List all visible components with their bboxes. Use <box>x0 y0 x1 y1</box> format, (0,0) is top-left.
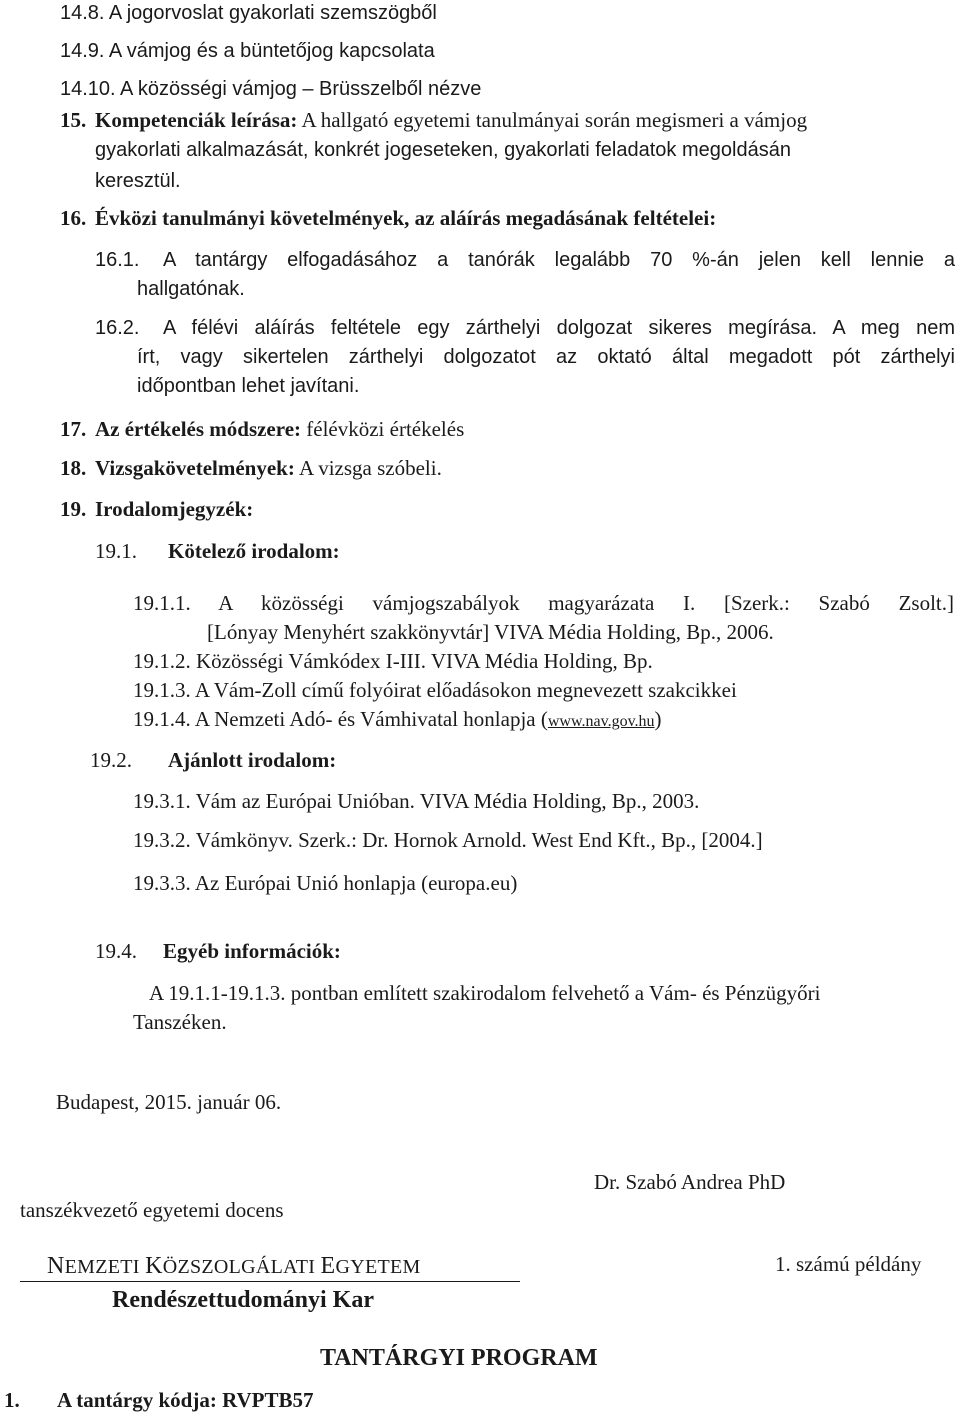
section-15-label: Kompetenciák leírása: <box>95 108 298 132</box>
section-17-label: Az értékelés módszere: <box>95 417 302 441</box>
item-16-2-number: 16.2. <box>95 317 140 339</box>
section-17-text: félévközi értékelés <box>306 417 465 441</box>
university-name-part: ÖZSZOLGÁLATI <box>162 1256 321 1278</box>
required-item-3: 19.1.3. A Vám-Zoll című folyóirat előadásokon megnevezett szakcikkei <box>133 678 737 702</box>
document-title: TANTÁRGYI PROGRAM <box>320 1345 598 1371</box>
faculty-name: Rendészettudományi Kar <box>112 1287 374 1313</box>
recommended-item-2: 19.3.2. Vámkönyv. Szerk.: Dr. Hornok Arnold. West End Kft., Bp., [2004.] <box>133 828 763 852</box>
item-16-1-line-1: A tantárgy elfogadásához a tanórák legalább 70 %-án jelen kell lennie a <box>163 249 955 271</box>
place-date: Budapest, 2015. január 06. <box>56 1090 282 1114</box>
item-16-2-line-2: írt, vagy sikertelen zárthelyi dolgozatot az oktató által megadott pót zárthelyi <box>137 346 955 368</box>
course-code-number: 1. <box>4 1388 20 1412</box>
required-item-4 <box>133 707 662 731</box>
other-info-line-2: Tanszéken. <box>133 1010 227 1034</box>
item-16-2-line-3: időpontban lehet javítani. <box>137 375 360 397</box>
nav-website-link[interactable]: www.nav.gov.hu <box>547 713 655 730</box>
required-item-2: 19.1.2. Közösségi Vámkódex I-III. VIVA Média Holding, Bp. <box>133 649 653 673</box>
recommended-item-3: 19.3.3. Az Európai Unió honlapja (europa.eu) <box>133 871 518 895</box>
subsection-19-1-label: Kötelező irodalom: <box>168 539 340 563</box>
signer-name: Dr. Szabó Andrea PhD <box>594 1170 786 1194</box>
university-name-part: E <box>320 1253 336 1279</box>
toc-item-14-8: 14.8. A jogorvoslat gyakorlati szemszögből <box>60 2 437 24</box>
subsection-19-2-label: Ajánlott irodalom: <box>168 748 337 772</box>
section-17-number: 17. <box>60 417 87 441</box>
item-16-1-number: 16.1. <box>95 249 140 271</box>
section-15-text-1: A hallgató egyetemi tanulmányai során megismeri a vámjog <box>301 108 808 132</box>
section-18-line <box>95 456 442 480</box>
section-15-number: 15. <box>60 108 87 132</box>
section-18-text: A vizsga szóbeli. <box>298 456 442 480</box>
signer-title: tanszékvezető egyetemi docens <box>20 1198 284 1222</box>
required-item-1-line-1: 19.1.1. A közösségi vámjogszabályok magyarázata I. [Szerk.: Szabó Zsolt.] <box>133 591 954 615</box>
other-info-line-1: A 19.1.1-19.1.3. pontban említett szakirodalom felvehető a Vám- és Pénzügyőri <box>149 981 821 1005</box>
section-15-line-2: gyakorlati alkalmazását, konkrét jogeseteken, gyakorlati feladatok megoldásán <box>95 139 791 161</box>
toc-item-14-9: 14.9. A vámjog és a büntetőjog kapcsolata <box>60 40 435 62</box>
subsection-19-4-label: Egyéb információk: <box>163 939 341 963</box>
required-item-4-close: ) <box>654 707 662 731</box>
required-item-1-line-2: [Lónyay Menyhért szakkönyvtár] VIVA Média Holding, Bp., 2006. <box>207 620 774 644</box>
item-16-1-line-2: hallgatónak. <box>137 278 245 300</box>
section-19-number: 19. <box>60 497 87 521</box>
university-name-part: K <box>145 1253 163 1279</box>
section-19-label: Irodalomjegyzék: <box>95 497 254 521</box>
header-rule <box>20 1281 520 1282</box>
section-18-label: Vizsgakövetelmények: <box>95 456 295 480</box>
copy-number: 1. számú példány <box>775 1252 922 1276</box>
section-16-number: 16. <box>60 206 87 230</box>
section-15-line-3: keresztül. <box>95 170 181 192</box>
item-16-2-line-1: A félévi aláírás feltétele egy zárthelyi dolgozat sikeres megírása. A meg nem <box>163 317 955 339</box>
subsection-19-2-number: 19.2. <box>90 748 132 772</box>
course-code: A tantárgy kódja: RVPTB57 <box>57 1388 314 1412</box>
university-name-part: GYETEM <box>335 1256 421 1278</box>
subsection-19-4-number: 19.4. <box>95 939 137 963</box>
section-17-line <box>95 417 464 441</box>
section-18-number: 18. <box>60 456 87 480</box>
university-name <box>47 1253 421 1281</box>
section-15-line-1 <box>95 108 807 132</box>
subsection-19-1-number: 19.1. <box>95 539 137 563</box>
section-16-title: Évközi tanulmányi követelmények, az aláírás megadásának feltételei: <box>95 206 717 230</box>
toc-item-14-10: 14.10. A közösségi vámjog – Brüsszelből nézve <box>60 78 482 100</box>
university-name-part: N <box>47 1253 65 1279</box>
required-item-4-text: 19.1.4. A Nemzeti Adó- és Vámhivatal honlapja ( <box>133 707 548 731</box>
recommended-item-1: 19.3.1. Vám az Európai Unióban. VIVA Média Holding, Bp., 2003. <box>133 789 700 813</box>
university-name-part: EMZETI <box>64 1256 146 1278</box>
